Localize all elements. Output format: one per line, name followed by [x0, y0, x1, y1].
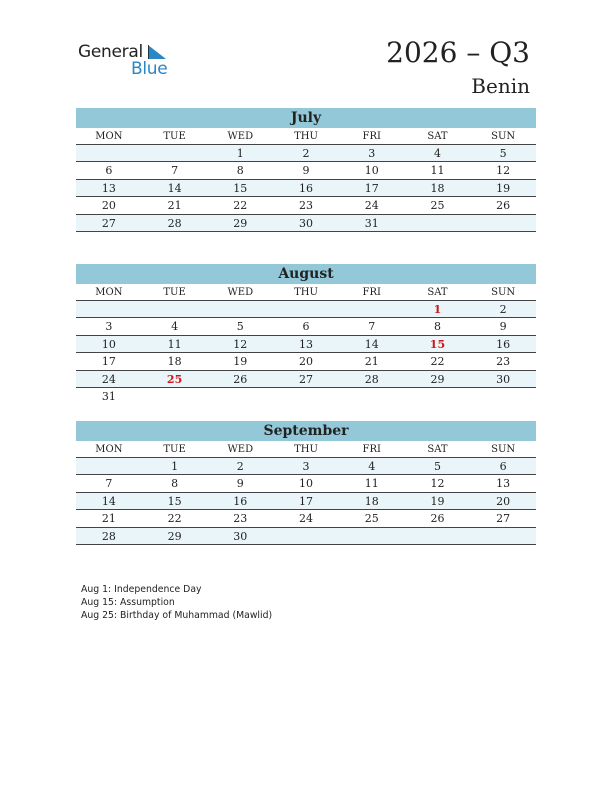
- day-cell: 15: [167, 494, 182, 508]
- day-cell: 4: [171, 320, 179, 334]
- month-july: [76, 108, 536, 232]
- day-cell: 11: [364, 477, 379, 491]
- weekday-label: WED: [227, 287, 254, 298]
- day-cell: 26: [233, 372, 248, 386]
- day-cell: 12: [496, 164, 511, 178]
- week-row: [76, 493, 536, 510]
- empty-day-cell: [142, 145, 208, 161]
- day-cell: 7: [171, 164, 179, 178]
- day-cell: 9: [236, 477, 244, 491]
- day-cell: 29: [167, 529, 182, 543]
- day-cell: 21: [101, 512, 116, 526]
- day-cell: 25: [364, 512, 379, 526]
- day-cell: 20: [101, 199, 116, 213]
- day-cell: 23: [233, 512, 248, 526]
- day-cell: 30: [233, 529, 248, 543]
- weekday-label: MON: [95, 287, 123, 298]
- weekday-label: TUE: [163, 287, 186, 298]
- day-cell: 17: [364, 181, 379, 195]
- day-cell: 18: [167, 355, 182, 369]
- day-cell: 3: [368, 147, 376, 160]
- day-cell: 1: [433, 303, 442, 316]
- day-cell: 25: [166, 372, 183, 386]
- day-cell: 12: [233, 337, 248, 351]
- day-cell: 24: [364, 199, 379, 213]
- empty-day-cell: [405, 388, 471, 405]
- week-row: [76, 145, 536, 162]
- day-cell: 16: [496, 337, 511, 351]
- weekday-label: SUN: [491, 287, 516, 298]
- day-cell: 28: [364, 372, 379, 386]
- week-row: [76, 180, 536, 197]
- week-row: [76, 336, 536, 353]
- week-row: [76, 162, 536, 179]
- day-cell: 26: [430, 512, 445, 526]
- day-cell: 17: [299, 494, 314, 508]
- weekday-label: MON: [95, 444, 123, 455]
- day-cell: 19: [430, 494, 445, 508]
- month-september: [76, 421, 536, 545]
- week-row: [76, 371, 536, 388]
- empty-day-cell: [339, 388, 405, 405]
- weekday-label: FRI: [362, 287, 381, 298]
- day-cell: 14: [101, 494, 116, 508]
- day-cell: 31: [364, 216, 379, 230]
- day-cell: 27: [299, 372, 314, 386]
- weekday-header-row: [76, 284, 536, 301]
- day-cell: 15: [429, 337, 446, 351]
- weekday-label: FRI: [362, 131, 381, 142]
- day-cell: 16: [299, 181, 314, 195]
- page-title: 2026 – Q3: [386, 36, 530, 69]
- empty-day-cell: [142, 388, 208, 405]
- day-cell: 28: [101, 529, 116, 543]
- week-row: [76, 215, 536, 232]
- day-cell: 2: [499, 303, 507, 316]
- day-cell: 26: [496, 199, 511, 213]
- weekday-header-row: [76, 128, 536, 145]
- day-cell: 6: [105, 164, 113, 178]
- empty-day-cell: [339, 528, 405, 544]
- day-cell: 2: [302, 147, 310, 160]
- weekday-label: FRI: [362, 444, 381, 455]
- weekday-label: WED: [227, 444, 254, 455]
- weekday-header-row: [76, 441, 536, 458]
- empty-day-cell: [273, 388, 339, 405]
- holiday-note: Aug 15: Assumption: [81, 597, 175, 608]
- empty-day-cell: [273, 301, 339, 317]
- day-cell: 15: [233, 181, 248, 195]
- day-cell: 5: [236, 320, 244, 334]
- day-cell: 28: [167, 216, 182, 230]
- day-cell: 30: [299, 216, 314, 230]
- day-cell: 23: [496, 355, 511, 369]
- logo-text-general: General: [78, 42, 143, 62]
- day-cell: 20: [496, 494, 511, 508]
- week-row: [76, 475, 536, 492]
- day-cell: 29: [430, 372, 445, 386]
- day-cell: 6: [302, 320, 310, 334]
- empty-day-cell: [405, 528, 471, 544]
- day-cell: 22: [167, 512, 182, 526]
- calendar-grid: [76, 441, 536, 545]
- day-cell: 14: [167, 181, 182, 195]
- weekday-label: TUE: [163, 444, 186, 455]
- day-cell: 22: [430, 355, 445, 369]
- day-cell: 10: [101, 337, 116, 351]
- day-cell: 9: [302, 164, 310, 178]
- day-cell: 4: [368, 460, 376, 473]
- empty-day-cell: [273, 528, 339, 544]
- week-row: [76, 301, 536, 318]
- day-cell: 21: [364, 355, 379, 369]
- weekday-label: WED: [227, 131, 254, 142]
- day-cell: 14: [364, 337, 379, 351]
- holiday-note: Aug 25: Birthday of Muhammad (Mawlid): [81, 610, 273, 621]
- month-august: [76, 264, 536, 405]
- week-row: [76, 318, 536, 335]
- empty-day-cell: [470, 388, 536, 405]
- day-cell: 17: [101, 355, 116, 369]
- logo: [78, 40, 178, 80]
- weekday-label: TUE: [163, 131, 186, 142]
- weekday-label: SUN: [491, 444, 516, 455]
- calendar-grid: [76, 284, 536, 405]
- empty-day-cell: [76, 301, 142, 317]
- day-cell: 21: [167, 199, 182, 213]
- empty-day-cell: [76, 458, 142, 474]
- day-cell: 8: [171, 477, 179, 491]
- week-row: [76, 388, 536, 405]
- day-cell: 19: [496, 181, 511, 195]
- day-cell: 30: [496, 372, 511, 386]
- day-cell: 7: [105, 477, 113, 491]
- day-cell: 8: [236, 164, 244, 178]
- weekday-label: THU: [294, 131, 318, 142]
- week-row: [76, 510, 536, 527]
- day-cell: 10: [364, 164, 379, 178]
- holiday-note: Aug 1: Independence Day: [81, 584, 202, 595]
- day-cell: 27: [496, 512, 511, 526]
- day-cell: 27: [101, 216, 116, 230]
- day-cell: 1: [171, 460, 179, 473]
- empty-day-cell: [339, 301, 405, 317]
- day-cell: 10: [299, 477, 314, 491]
- day-cell: 25: [430, 199, 445, 213]
- day-cell: 9: [499, 320, 507, 334]
- empty-day-cell: [207, 388, 273, 405]
- empty-day-cell: [207, 301, 273, 317]
- day-cell: 24: [101, 372, 116, 386]
- empty-day-cell: [405, 215, 471, 231]
- day-cell: 16: [233, 494, 248, 508]
- day-cell: 1: [236, 147, 244, 160]
- day-cell: 19: [233, 355, 248, 369]
- month-title: September: [76, 421, 536, 441]
- week-row: [76, 197, 536, 214]
- weekday-label: SUN: [491, 131, 516, 142]
- day-cell: 2: [236, 460, 244, 473]
- day-cell: 5: [499, 147, 507, 160]
- weekday-label: SAT: [427, 131, 448, 142]
- day-cell: 5: [433, 460, 441, 473]
- day-cell: 22: [233, 199, 248, 213]
- day-cell: 13: [299, 337, 314, 351]
- month-title: July: [76, 108, 536, 128]
- day-cell: 13: [496, 477, 511, 491]
- day-cell: 4: [433, 147, 441, 160]
- day-cell: 18: [364, 494, 379, 508]
- day-cell: 20: [299, 355, 314, 369]
- month-title: August: [76, 264, 536, 284]
- day-cell: 13: [101, 181, 116, 195]
- weekday-label: THU: [294, 444, 318, 455]
- day-cell: 18: [430, 181, 445, 195]
- day-cell: 12: [430, 477, 445, 491]
- logo-text-blue: Blue: [131, 59, 168, 79]
- empty-day-cell: [470, 528, 536, 544]
- day-cell: 31: [101, 389, 116, 403]
- weekday-label: SAT: [427, 444, 448, 455]
- week-row: [76, 458, 536, 475]
- week-row: [76, 353, 536, 370]
- empty-day-cell: [470, 215, 536, 231]
- empty-day-cell: [76, 145, 142, 161]
- day-cell: 6: [499, 460, 507, 473]
- weekday-label: THU: [294, 287, 318, 298]
- country-name: Benin: [471, 74, 530, 98]
- day-cell: 23: [299, 199, 314, 213]
- day-cell: 8: [433, 320, 441, 334]
- day-cell: 11: [167, 337, 182, 351]
- day-cell: 11: [430, 164, 445, 178]
- day-cell: 3: [302, 460, 310, 473]
- day-cell: 7: [368, 320, 376, 334]
- week-row: [76, 528, 536, 545]
- calendar-grid: [76, 128, 536, 232]
- day-cell: 24: [299, 512, 314, 526]
- day-cell: 29: [233, 216, 248, 230]
- weekday-label: SAT: [427, 287, 448, 298]
- empty-day-cell: [142, 301, 208, 317]
- day-cell: 3: [105, 320, 113, 334]
- weekday-label: MON: [95, 131, 123, 142]
- holiday-notes: [81, 583, 272, 622]
